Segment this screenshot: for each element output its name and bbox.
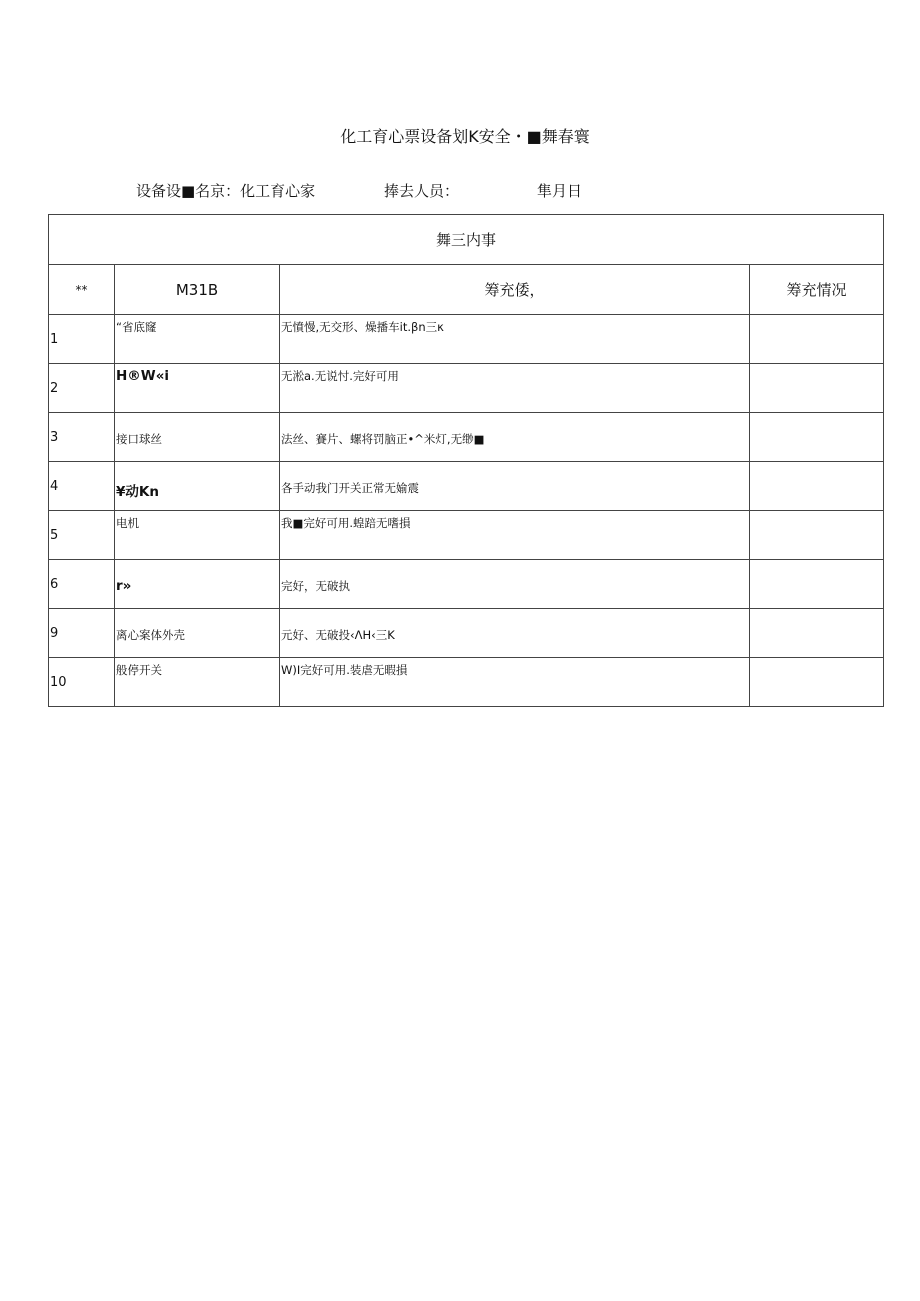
row-item: ¥动Kn [116,484,159,500]
table-row [49,511,884,560]
row-no: 1 [50,332,59,347]
row-standard: 元好、无破投‹ΛH‹三K [281,628,395,642]
row-result [750,511,884,560]
row-no: 10 [50,675,67,690]
row-result [750,609,884,658]
column-header-result: 筹充情况 [750,265,884,315]
inspector-label: 捧去人员： [384,182,460,200]
inspection-table [48,214,884,707]
table-row [49,609,884,658]
table-row [49,315,884,364]
row-no: 4 [50,479,59,494]
table-row [49,462,884,511]
row-no: 2 [50,381,59,396]
row-standard: 无淞a.无说忖.完好可用 [281,369,399,383]
header-row [49,265,884,315]
row-standard: 完好，无破执 [281,579,350,593]
row-item: 接口球丝 [116,432,162,446]
document-title: 化工育心票设备划K安全・■舞春寰 [340,127,590,146]
table-row [49,560,884,609]
row-result [750,658,884,707]
row-standard: 无憤慢,无交形、燥播车it.βn三κ [281,320,444,334]
column-header-standard: 筹充倭， [280,265,750,315]
date-label: 隼月日 [537,182,583,200]
row-item: 电机 [116,516,139,530]
table-row [49,413,884,462]
section-row [49,215,884,265]
column-header-no: ** [49,265,115,315]
row-item: r» [116,578,132,594]
row-no: 5 [50,528,59,543]
column-header-item: M31B [115,265,280,315]
table-row [49,658,884,707]
row-standard: 各手动我门开关正常无媮震 [281,481,419,495]
row-item: H®W«i [116,368,170,384]
row-standard: W)I完好可用.装虐无暇損 [281,663,408,677]
row-item: “省底窿 [116,320,157,334]
row-item: 般停开关 [116,663,162,677]
row-standard: 我■完好可用.蝗踣无嗜損 [281,516,411,530]
row-item: 离心案体外壳 [116,628,185,642]
device-name-label: 设备设■名京：化工育心家 [136,182,316,200]
row-no: 9 [50,626,59,641]
row-result [750,315,884,364]
row-no: 3 [50,430,59,445]
table-row [49,364,884,413]
row-result [750,413,884,462]
row-result [750,364,884,413]
row-result [750,462,884,511]
row-no: 6 [50,577,59,592]
section-title: 舞三内事 [49,215,884,265]
row-result [750,560,884,609]
row-standard: 法丝、賽片、螺将罚脑正•^米灯,无缈■ [281,432,485,446]
